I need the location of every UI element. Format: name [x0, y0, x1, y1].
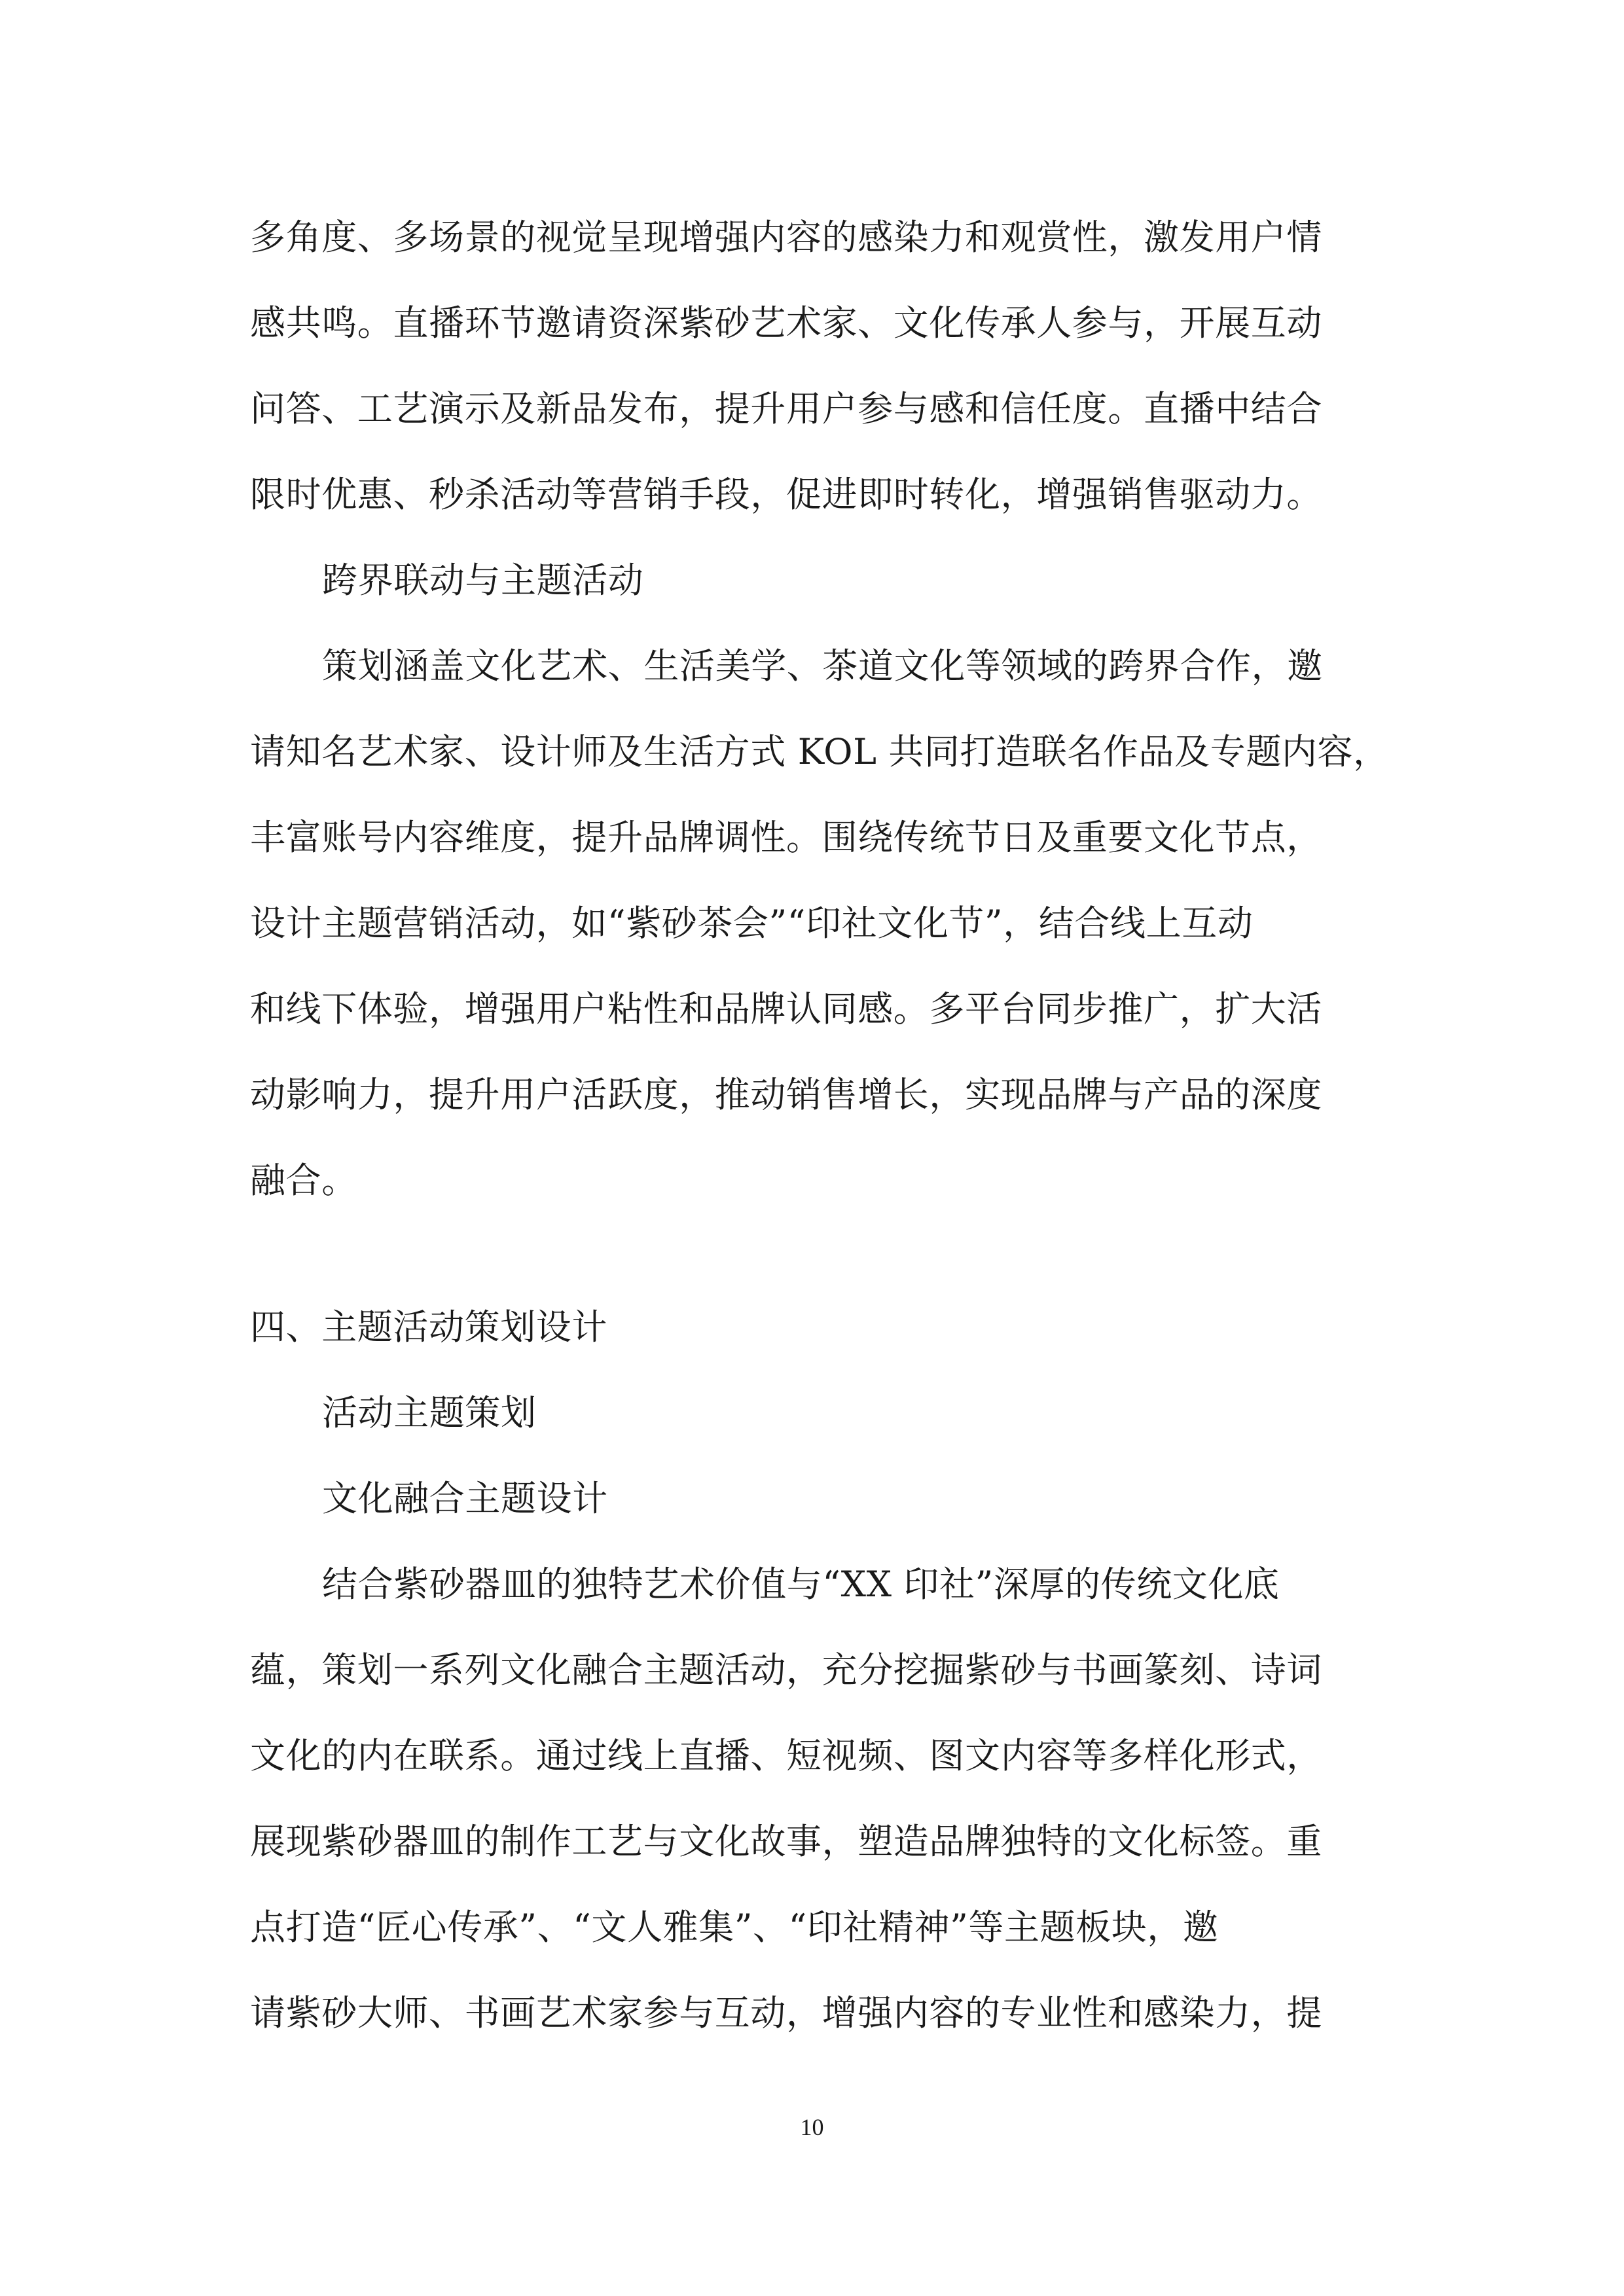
paragraph-3-line-4: 展现紫砂器皿的制作工艺与文化故事，塑造品牌独特的文化标签。重	[250, 1821, 1322, 1862]
paragraph-1-line-3: 问答、工艺演示及新品发布，提升用户参与感和信任度。直播中结合	[250, 388, 1322, 429]
paragraph-3-line-5: 点打造“匠心传承”、“文人雅集”、“印社精神”等主题板块，邀	[250, 1907, 1219, 1948]
paragraph-1-line-2: 感共鸣。直播环节邀请资深紫砂艺术家、文化传承人参与，开展互动	[250, 302, 1322, 344]
subheading-cultural-fusion: 文化融合主题设计	[322, 1478, 608, 1519]
paragraph-2-line-3: 丰富账号内容维度，提升品牌调性。围绕传统节日及重要文化节点，	[250, 817, 1322, 858]
paragraph-3-line-2: 蕴，策划一系列文化融合主题活动，充分挖掘紫砂与书画篆刻、诗词	[250, 1649, 1322, 1691]
section-heading: 四、主题活动策划设计	[250, 1306, 607, 1348]
paragraph-2-line-2: 请知名艺术家、设计师及生活方式 KOL 共同打造联名作品及专题内容，	[250, 731, 1389, 772]
paragraph-3-line-1: 结合紫砂器皿的独特艺术价值与“XX 印社”深厚的传统文化底	[322, 1564, 1280, 1605]
subheading-cross-border: 跨界联动与主题活动	[322, 560, 644, 601]
paragraph-2-line-7: 融合。	[250, 1160, 357, 1201]
page-number: 10	[800, 2114, 824, 2140]
paragraph-1-line-1: 多角度、多场景的视觉呈现增强内容的感染力和观赏性，激发用户情	[250, 217, 1322, 258]
paragraph-2-line-4: 设计主题营销活动，如“紫砂茶会”“印社文化节”，结合线上互动	[250, 903, 1254, 944]
paragraph-1-line-4: 限时优惠、秒杀活动等营销手段，促进即时转化，增强销售驱动力。	[250, 474, 1322, 515]
subheading-activity-theme: 活动主题策划	[322, 1392, 537, 1433]
paragraph-2-line-1: 策划涵盖文化艺术、生活美学、茶道文化等领域的跨界合作，邀	[322, 645, 1323, 687]
paragraph-2-line-6: 动影响力，提升用户活跃度，推动销售增长，实现品牌与产品的深度	[250, 1074, 1322, 1115]
paragraph-2-line-5: 和线下体验，增强用户粘性和品牌认同感。多平台同步推广，扩大活	[250, 988, 1322, 1030]
paragraph-3-line-3: 文化的内在联系。通过线上直播、短视频、图文内容等多样化形式，	[250, 1735, 1322, 1776]
paragraph-3-line-6: 请紫砂大师、书画艺术家参与互动，增强内容的专业性和感染力，提	[250, 1992, 1322, 2034]
